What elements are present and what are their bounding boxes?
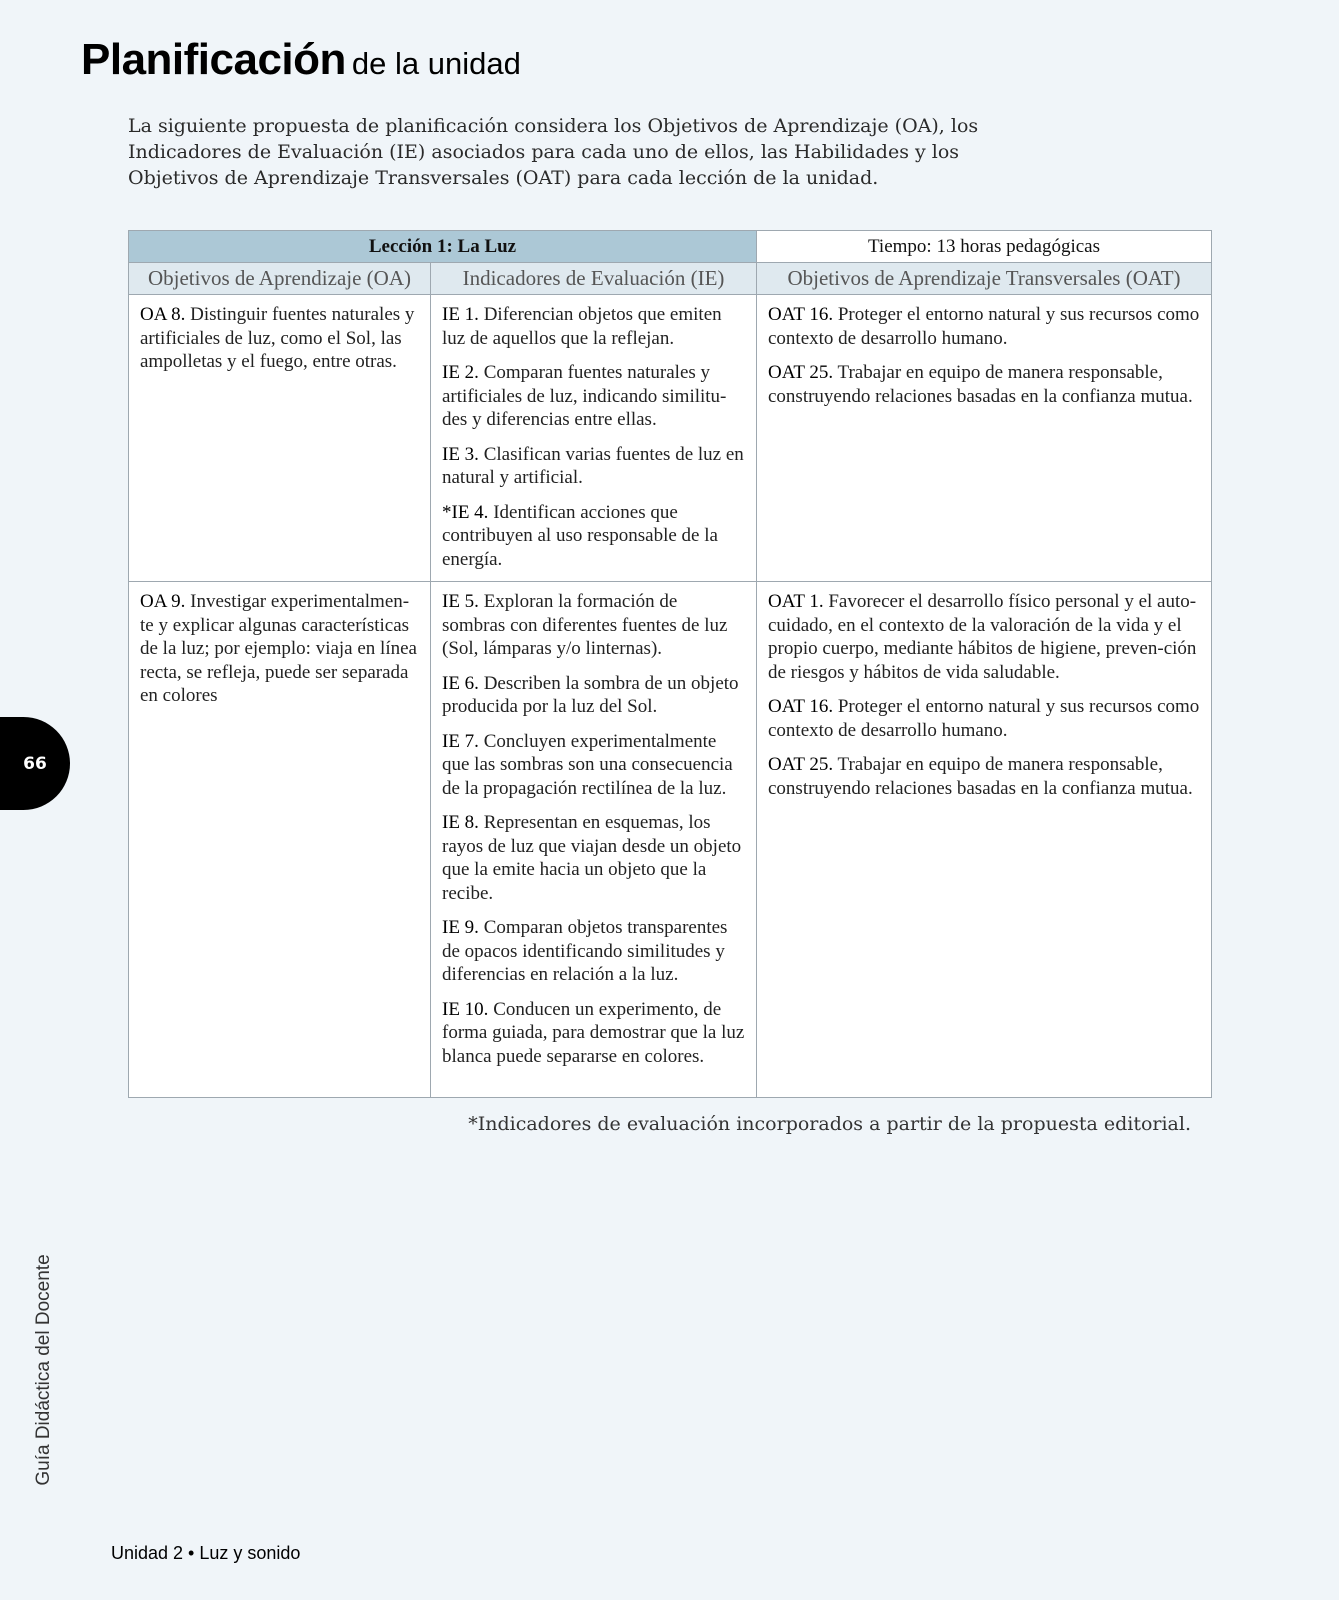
oa-code: OA 9. [140,591,186,612]
table-row [129,582,1212,1098]
oa-text: Distinguir fuentes naturales y artificiales de luz, como el Sol, las ampolletas y el fuego, entre otras. [140,304,415,372]
page-number-tab [0,717,70,810]
oat-code: OAT 1. [768,591,824,612]
ie-item [442,590,745,661]
oa-item [140,303,419,374]
page-title-sub: de la unidad [351,46,521,81]
ie-text: Identifican acciones que contribuyen al uso responsable de la energía. [442,501,718,570]
page-title-main: Planificación [81,35,346,84]
footnote: *Indicadores de evaluación incorporados a partir de la propuesta editorial. [468,1113,1191,1135]
oat-item [768,695,1200,742]
lesson-row [129,231,1212,263]
column-header-oa: Objetivos de Aprendizaje (OA) [129,263,431,295]
ie-text: Comparan objetos transparentes de opacos identificando similitudes y diferencias en relación a la luz. [442,917,728,985]
ie-code: IE 7. [442,730,479,752]
oat-text: Trabajar en equipo de manera responsable, construyendo relaciones basadas en la confianza mutua. [768,754,1193,799]
ie-cell [431,582,757,1098]
oat-code: OAT 25. [768,754,834,775]
ie-code: IE 3. [442,443,479,465]
column-header-oat: Objetivos de Aprendizaje Transversales (OAT) [757,263,1212,295]
intro-paragraph: La siguiente propuesta de planificación considera los Objetivos de Aprendizaje (OA), los Indicadores de Evaluación (IE) asociados para cada uno de ellos, las Habilidades y los Objetivos de Aprendizaje Transversales (OAT) para cada lección de la unidad. [128,115,979,189]
ie-text: Describen la sombra de un objeto producida por la luz del Sol. [442,672,739,717]
ie-item [442,443,745,490]
oat-item [768,361,1200,408]
side-label: Guía Didáctica del Docente [33,1254,54,1486]
oa-cell [129,295,431,582]
oa-code: OA 8. [140,304,186,325]
ie-item [442,916,745,987]
ie-text: Comparan fuentes naturales y artificiales de luz, indicando similitu-des y diferencias entre ellas. [442,362,727,430]
page-number: 66 [23,753,47,774]
ie-text: Conducen un experimento, de forma guiada, para demostrar que la luz blanca puede separarse en colores. [442,998,745,1067]
ie-text: Exploran la formación de sombras con diferentes fuentes de luz (Sol, lámparas y/o linternas). [442,591,728,659]
oat-text: Proteger el entorno natural y sus recursos como contexto de desarrollo humano. [768,304,1200,349]
lesson-title: Lección 1: La Luz [129,231,757,263]
ie-item [442,730,745,801]
oat-text: Favorecer el desarrollo físico personal y el auto-cuidado, en el contexto de la valoración de la vida y el propio cuerpo, mediante hábitos de higiene, preven-ción de riesgos y hábitos de vida saludable. [768,591,1197,683]
ie-item [442,303,745,350]
column-header-ie: Indicadores de Evaluación (IE) [431,263,757,295]
oat-item [768,590,1200,684]
planning-table [128,230,1212,1098]
oat-item [768,753,1200,800]
ie-item [442,361,745,432]
ie-item [442,998,745,1069]
footer-unit: Unidad 2 • Luz y sonido [111,1543,301,1563]
oat-code: OAT 16. [768,696,834,717]
lesson-time: Tiempo: 13 horas pedagógicas [757,231,1212,263]
ie-item [442,501,745,572]
oat-text: Trabajar en equipo de manera responsable, construyendo relaciones basadas en la confianza mutua. [768,362,1193,407]
oat-cell [757,582,1212,1098]
oat-text: Proteger el entorno natural y sus recursos como contexto de desarrollo humano. [768,696,1200,741]
ie-text: Clasifican varias fuentes de luz en natural y artificial. [442,443,744,488]
table-row [129,295,1212,582]
ie-text: Concluyen experimentalmente que las sombras son una consecuencia de la propagación rectilínea de la luz. [442,730,733,799]
oat-item [768,303,1200,350]
ie-text: Diferencian objetos que emiten luz de aquellos que la reflejan. [442,304,722,349]
ie-text: Representan en esquemas, los rayos de luz que viajan desde un objeto que la emite hacia un objeto que la recibe. [442,812,742,904]
ie-code: IE 9. [442,917,479,938]
oat-code: OAT 16. [768,304,834,325]
ie-code: IE 10. [442,998,489,1020]
oa-item [140,590,419,708]
ie-code: IE 6. [442,672,479,694]
ie-cell [431,295,757,582]
oat-cell [757,295,1212,582]
oa-text: Investigar experimentalmen-te y explicar algunas características de la luz; por ejemplo: viaja en línea recta, se refleja, puede ser separada en colores [140,591,417,706]
column-header-row [129,263,1212,295]
ie-code: IE 1. [442,304,479,325]
ie-item [442,672,745,719]
ie-code: *IE 4. [442,501,489,523]
ie-code: IE 5. [442,591,479,612]
ie-code: IE 8. [442,812,479,833]
oat-code: OAT 25. [768,362,834,383]
page-title [81,35,521,84]
oa-cell [129,582,431,1098]
ie-item [442,811,745,905]
ie-code: IE 2. [442,362,479,383]
